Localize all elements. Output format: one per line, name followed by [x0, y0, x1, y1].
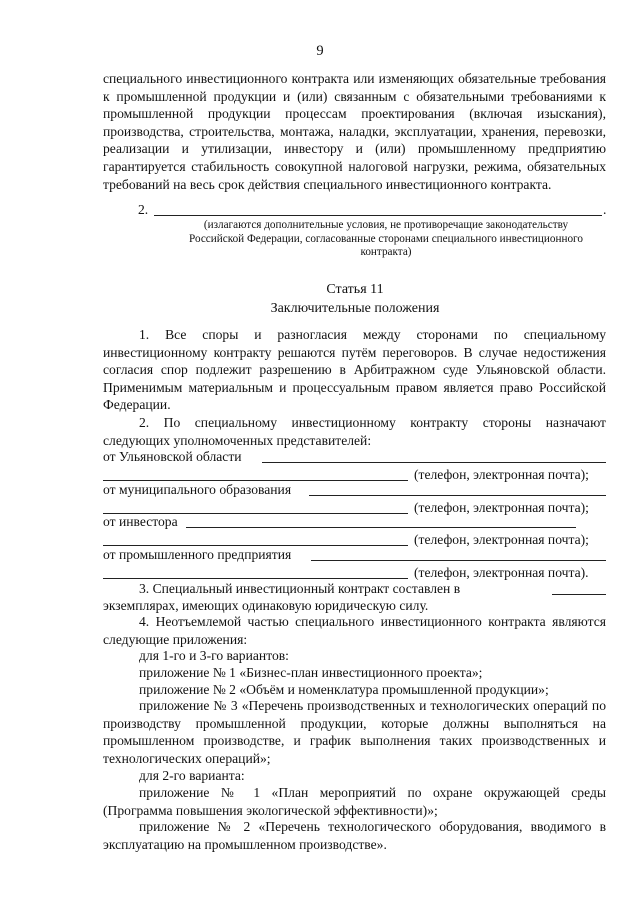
appendix-2: приложение № 2 «Объём и номенклатура промышленной продукции»;	[139, 682, 549, 697]
rep-region-line	[262, 462, 606, 463]
rep-enterprise-contact: (телефон, электронная почта).	[414, 565, 589, 580]
appendix-1: приложение № 1 «Бизнес-план инвестиционного проекта»;	[139, 665, 483, 680]
clause-2: 2. По специальному инвестиционному контракту стороны назначают следующих уполномоченных представителей:	[103, 415, 606, 448]
variant-2-appendix-1: приложение № 1 «План мероприятий по охране окружающей среды (Программа повышения экологической эффективности)»;	[103, 785, 606, 818]
rep-investor-line	[186, 527, 576, 528]
rep-municipal-label: от муниципального образования	[103, 482, 292, 497]
article-subtitle: Заключительные положения	[270, 301, 440, 316]
rep-enterprise-label: от промышленного предприятия	[103, 547, 292, 562]
clause-3-blank	[552, 594, 606, 595]
rep-municipal-line	[309, 495, 606, 496]
appendix-3: приложение № 3 «Перечень производственных и технологических операций по производству промышленной продукции, которые должны выполняться на промышленном производстве, и график выполнения таких производственных и технологических операций»;	[103, 698, 606, 766]
item2-note: (излагаются дополнительные условия, не противоречащие законодательству Российской Федерации, согласованные сторонами специального инвестиционного контракта)	[189, 219, 583, 258]
rep-municipal-contact: (телефон, электронная почта);	[414, 500, 589, 515]
rep-investor-contact: (телефон, электронная почта);	[414, 532, 589, 547]
rep-region-contact: (телефон, электронная почта);	[414, 467, 589, 482]
rep-enterprise-line-2	[103, 578, 408, 579]
variant-2-appendix-2: приложение № 2 «Перечень технологического оборудования, вводимого в эксплуатацию на промышленном производстве».	[103, 819, 606, 852]
item2-blank-line	[154, 215, 602, 216]
item2-end: .	[603, 202, 607, 217]
rep-investor-label: от инвестора	[103, 514, 178, 529]
item2-number: 2.	[138, 202, 149, 217]
clause-3-start: 3. Специальный инвестиционный контракт составлен в	[139, 581, 461, 596]
rep-enterprise-line	[311, 560, 606, 561]
variants-1-3-label: для 1-го и 3-го вариантов:	[139, 648, 289, 663]
article-title: Статья 11	[326, 282, 384, 297]
variant-2-label: для 2-го варианта:	[139, 768, 245, 783]
clause-4: 4. Неотъемлемой частью специального инвестиционного контракта являются следующие приложения:	[103, 614, 606, 647]
rep-region-label: от Ульяновской области	[103, 449, 242, 464]
page-number: 9	[316, 43, 324, 59]
top-paragraph: специального инвестиционного контракта или изменяющих обязательные требования к промышленной продукции и (или) связанным с обязательными требованиями к промышленной продукции процессам проектирования (включая изыскания), производства, строительства, монтажа, наладки, эксплуатации, хранения, перевозки, реализации и утилизации, инвестору и (или) промышленному предприятию гарантируется стабильность совокупной налоговой нагрузки, режима, обязательных требований на весь срок действия специального инвестиционного контракта.	[103, 71, 606, 192]
clause-3-end: экземплярах, имеющих одинаковую юридическую силу.	[103, 598, 429, 613]
clause-1: 1. Все споры и разногласия между сторонами по специальному инвестиционному контракту решаются путём переговоров. В случае недостижения согласия спор подлежит разрешению в Арбитражном суде Ульяновской области. Применимым материальным и процессуальным правом является право Российской Федерации.	[103, 327, 606, 413]
